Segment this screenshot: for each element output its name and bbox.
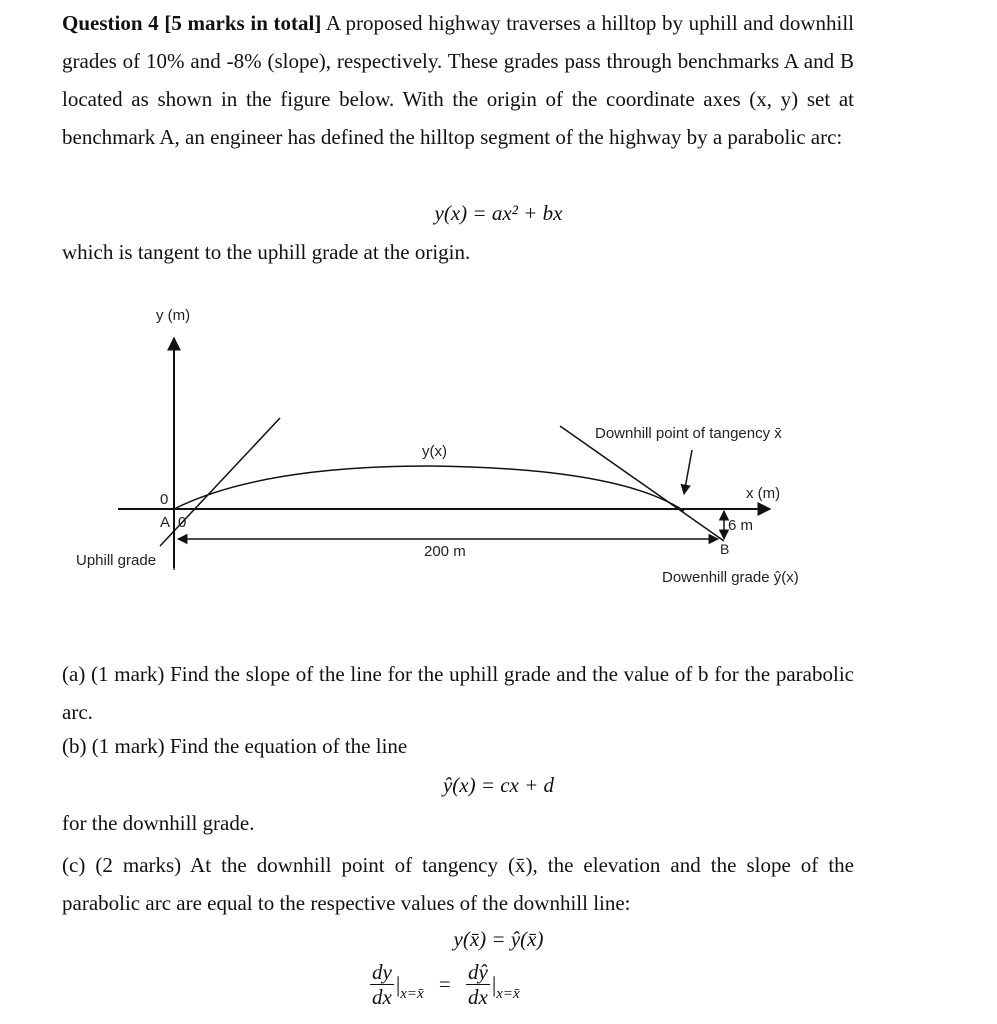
uphill-grade-label: Uphill grade xyxy=(76,552,157,569)
right-derivative-numerator: dŷ xyxy=(468,960,488,984)
question-label: Question 4 [5 marks in total] xyxy=(62,11,322,35)
parabolic-arc xyxy=(174,466,684,511)
left-evaluation-point: x=x̄ xyxy=(400,986,424,1002)
slope-equality-equation xyxy=(370,960,520,1020)
downhill-line-equation: ŷ(x) = cx + d xyxy=(442,773,555,797)
point-a-label: A xyxy=(160,514,171,531)
highway-diagram xyxy=(60,298,840,598)
origin-zero-label: 0 xyxy=(160,491,169,508)
tangency-label: Downhill point of tangency x̄ xyxy=(595,425,782,442)
evaluation-bar-right: | xyxy=(491,971,497,997)
curve-label: y(x) xyxy=(422,443,447,460)
part-c: (c) (2 marks) At the downhill point of tangency (x̄), the elevation and the slope of the parabolic arc are equal to the respective values of the downhill line: xyxy=(62,853,854,915)
point-a-zero-label: 0 xyxy=(178,514,187,531)
question-intro-text: A proposed highway traverses a hilltop by uphill and downhill grades of 10% and -8% (slope), respectively. These grades pass through benchmarks A and B located as shown in the figure below. With the origin of the coordinate axes (x, y) set at benchmark A, an engineer has defined the hilltop segment of the highway by a parabolic arc: xyxy=(62,11,855,149)
height-label: 6 m xyxy=(728,517,754,534)
part-a: (a) (1 mark) Find the slope of the line for the uphill grade and the value of b for the parabolic arc. xyxy=(62,662,854,724)
point-b-label: B xyxy=(720,541,730,557)
elevation-equality-equation: y(x̄) = ŷ(x̄) xyxy=(453,927,544,951)
x-axis-label: x (m) xyxy=(746,485,781,502)
downhill-grade-label: Dowenhill grade ŷ(x) xyxy=(662,569,799,586)
y-axis-label: y (m) xyxy=(156,307,191,324)
question-intro xyxy=(62,4,854,156)
left-derivative-denominator: dx xyxy=(372,985,392,1009)
tangency-arrow xyxy=(684,450,692,494)
distance-label: 200 m xyxy=(424,543,466,560)
part-b: (b) (1 mark) Find the equation of the line xyxy=(62,734,408,758)
downhill-grade-line xyxy=(560,426,724,541)
right-evaluation-point: x=x̄ xyxy=(496,986,520,1002)
equals-sign: = xyxy=(438,972,451,996)
right-derivative xyxy=(466,960,490,1009)
left-derivative-numerator: dy xyxy=(372,960,392,984)
part-b-continuation: for the downhill grade. xyxy=(62,811,255,835)
right-derivative-denominator: dx xyxy=(468,985,488,1009)
evaluation-bar-left: | xyxy=(395,971,401,997)
left-derivative xyxy=(370,960,394,1009)
tangent-statement: which is tangent to the uphill grade at the origin. xyxy=(62,240,471,264)
parabola-equation: y(x) = ax² + bx xyxy=(434,201,563,225)
